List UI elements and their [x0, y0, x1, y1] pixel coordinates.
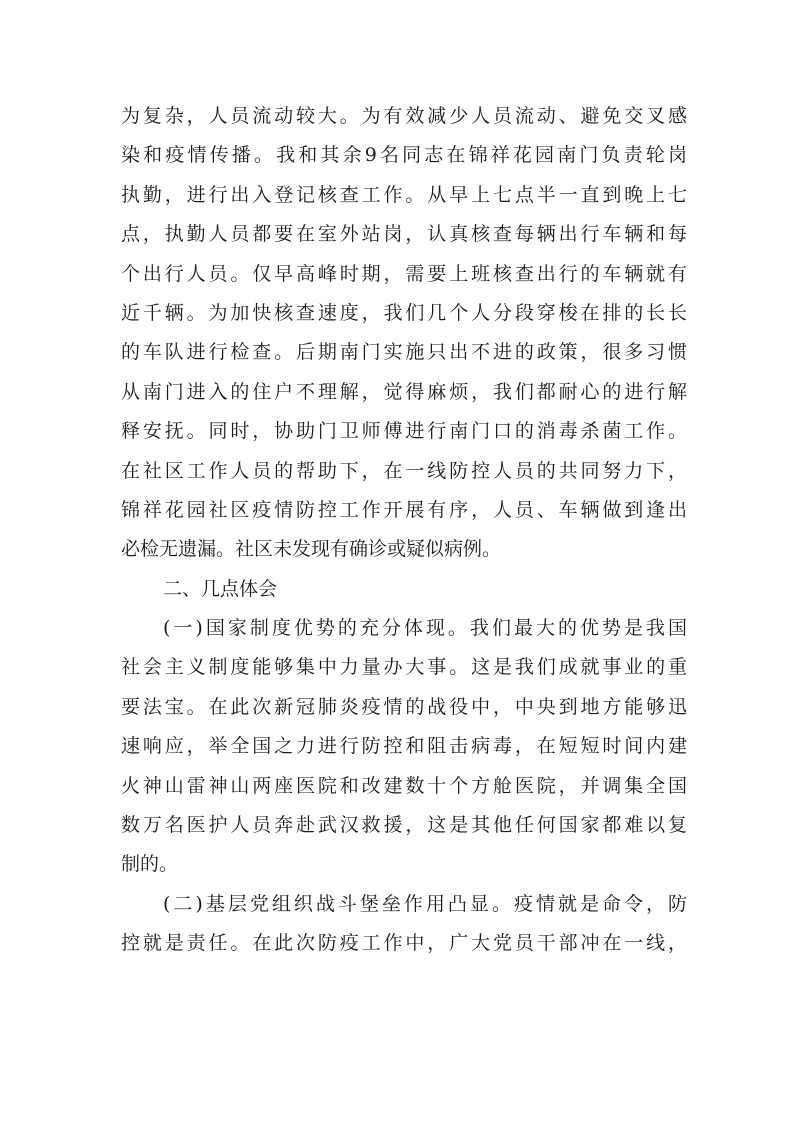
- paragraph-line: 个出行人员。仅早高峰时期，需要上班核查出行的车辆就有: [121, 262, 687, 285]
- paragraph-line: 为复杂，人员流动较大。为有效减少人员流动、避免交叉感: [121, 105, 687, 127]
- document-body: [121, 97, 687, 964]
- paragraph-line: 火神山雷神山两座医院和改建数十个方舱医院，并调集全国: [121, 774, 687, 797]
- paragraph-line: 点，执勤人员都要在室外站岗，认真核查每辆出行车辆和每: [121, 223, 687, 246]
- paragraph-line: 控就是责任。在此次防疫工作中，广大党员干部冲在一线，: [121, 932, 687, 955]
- subsection-heading-line: (二)基层党组织战斗堡垒作用凸显。疫情就是命令，防: [163, 892, 687, 915]
- paragraph-line: 社会主义制度能够集中力量办大事。这是我们成就事业的重: [121, 656, 687, 679]
- paragraph-line: 速响应，举全国之力进行防控和阻击病毒，在短短时间内建: [121, 735, 687, 758]
- paragraph-line: 近千辆。为加快核查速度，我们几个人分段穿梭在排的长长: [121, 301, 687, 324]
- paragraph-line: 数万名医护人员奔赴武汉救援，这是其他任何国家都难以复: [121, 814, 687, 837]
- paragraph-line: 释安抚。同时，协助门卫师傅进行南门口的消毒杀菌工作。: [121, 420, 687, 443]
- section-heading: 二、几点体会: [163, 577, 278, 600]
- paragraph-line: 在社区工作人员的帮助下，在一线防控人员的共同努力下，: [121, 459, 687, 482]
- paragraph-line: 的车队进行检查。后期南门实施只出不进的政策，很多习惯: [121, 341, 687, 364]
- paragraph-line: 要法宝。在此次新冠肺炎疫情的战役中，中央到地方能够迅: [121, 695, 687, 718]
- paragraph-line: 制的。: [121, 853, 179, 876]
- paragraph-line: 执勤，进行出入登记核查工作。从早上七点半一直到晚上七: [121, 183, 687, 206]
- paragraph-line: 从南门进入的住户不理解，觉得麻烦，我们都耐心的进行解: [121, 380, 687, 403]
- paragraph-line: 染和疫情传播。我和其余9名同志在锦祥花园南门负责轮岗: [121, 144, 687, 167]
- paragraph-line: 锦祥花园社区疫情防控工作开展有序，人员、车辆做到逢出: [121, 498, 687, 521]
- paragraph-line: 必检无遗漏。社区未发现有确诊或疑似病例。: [121, 538, 502, 561]
- subsection-heading-line: (一)国家制度优势的充分体现。我们最大的优势是我国: [163, 617, 687, 640]
